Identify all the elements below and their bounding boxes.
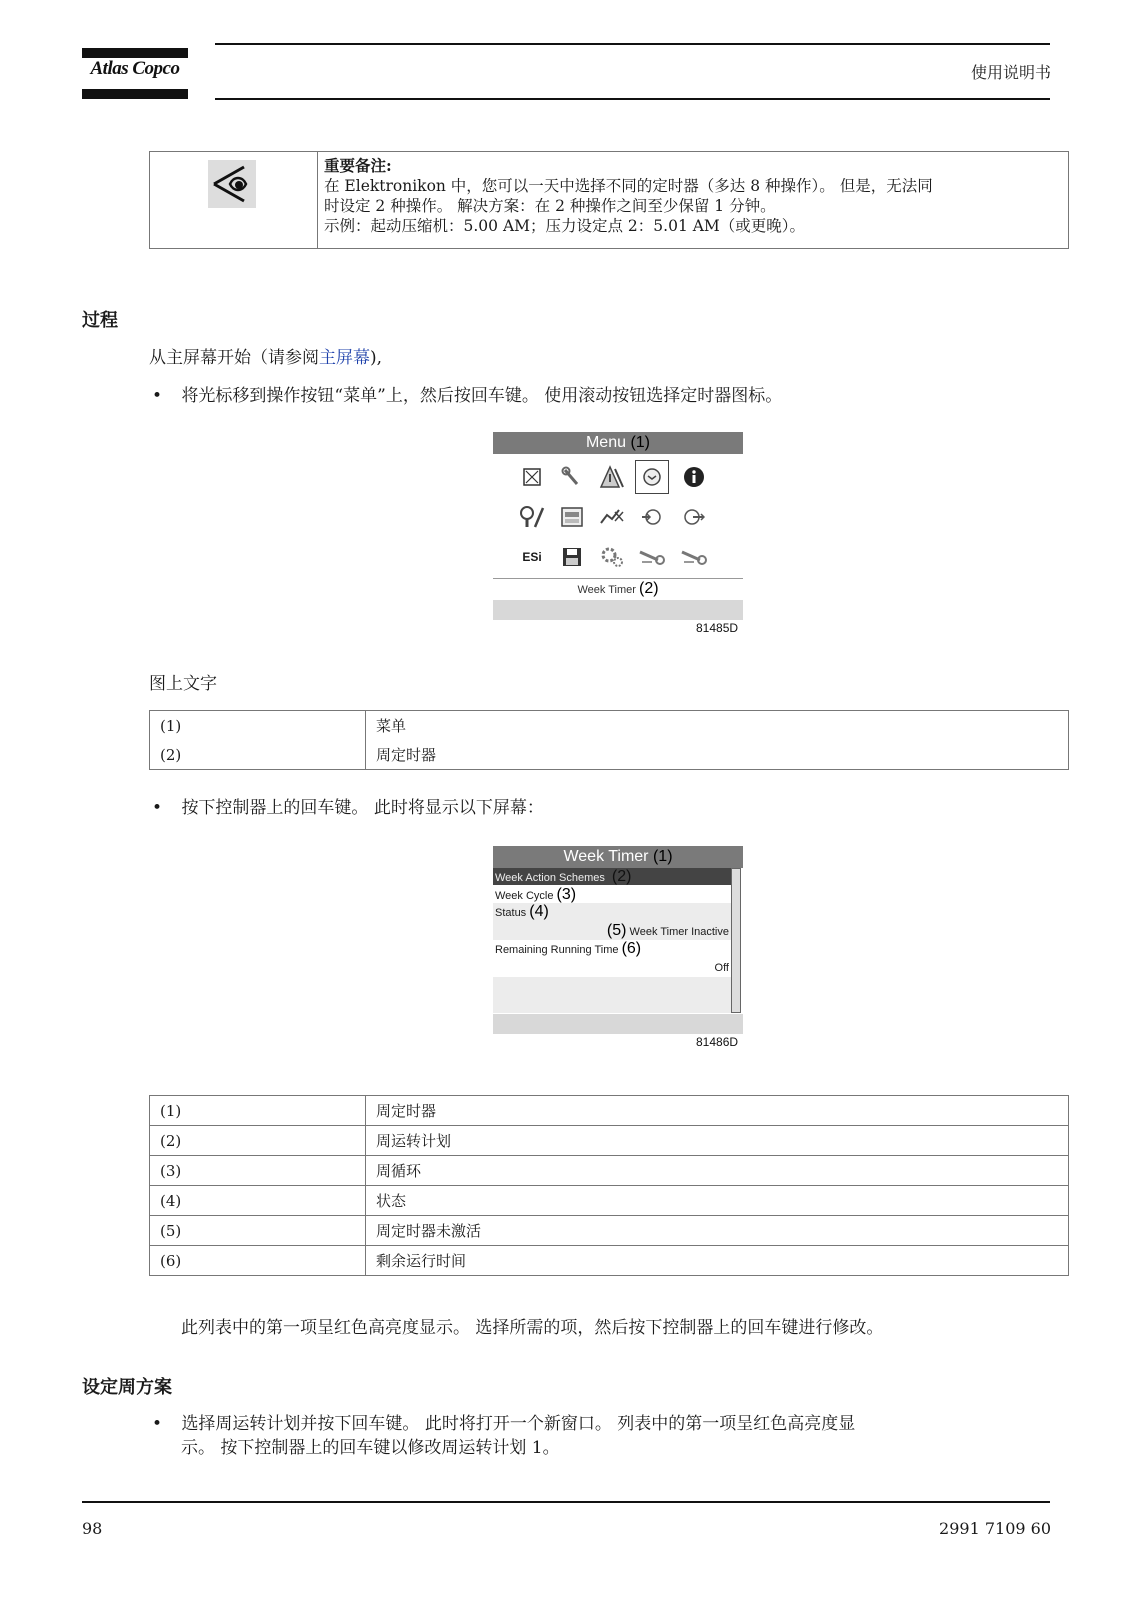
legend-ref: (1) — [150, 1096, 366, 1126]
list-item[interactable] — [493, 940, 731, 977]
figure-id-menu: 81485D — [696, 621, 739, 635]
legend-ref: (1) — [150, 711, 366, 741]
legend-table-menu — [149, 710, 1069, 770]
row-label: Status — [495, 907, 527, 919]
scrollbar[interactable] — [731, 868, 741, 1013]
graph-icon[interactable] — [517, 462, 547, 492]
note-divider — [317, 152, 318, 248]
legend-ref: (5) — [150, 1216, 366, 1246]
legend-text: 状态 — [366, 1186, 1069, 1216]
row-ann: (5) — [606, 922, 627, 939]
intro-paragraph — [149, 343, 382, 368]
document-title: 使用说明书 — [970, 63, 1051, 82]
brand-logo: Atlas Copco — [90, 58, 180, 79]
legend-ref: (3) — [150, 1156, 366, 1186]
legend-ref: (2) — [150, 1126, 366, 1156]
after-table-paragraph: 此列表中的第一项呈红色高亮度显示。 选择所需的项，然后按下控制器上的回车键进行修改。 — [181, 1318, 884, 1338]
main-screen-link[interactable]: 主屏幕 — [319, 348, 370, 368]
menu-title-ann: (1) — [630, 434, 651, 451]
section-heading-week-scheme: 设定周方案 — [82, 1377, 172, 1398]
menu-screen-title-bar — [493, 432, 743, 454]
history-back-icon[interactable] — [637, 502, 667, 532]
note-line-2: 时设定 2 种操作。 解决方案：在 2 种操作之间至少保留 1 分钟。 — [324, 197, 776, 215]
timer-icon[interactable] — [635, 460, 669, 494]
week-timer-title-ann: (1) — [652, 848, 673, 865]
week-timer-title: Week Timer — [563, 848, 649, 865]
menu-status-text: Week Timer — [577, 584, 636, 596]
history-forward-icon[interactable] — [679, 502, 709, 532]
menu-footer-bar — [493, 600, 743, 620]
table-row — [150, 1126, 1069, 1156]
bullet-marker: • — [152, 798, 163, 818]
row-ann: (2) — [611, 868, 632, 885]
esi-icon[interactable]: ESi — [522, 550, 542, 564]
header-rule-bottom — [215, 98, 1050, 100]
table-row — [150, 1186, 1069, 1216]
trend-icon[interactable] — [597, 502, 627, 532]
document-number: 2991 7109 60 — [939, 1519, 1051, 1538]
intro-suffix: ), — [370, 348, 383, 368]
week-timer-screen — [493, 846, 743, 1034]
row-label: Remaining Running Time — [495, 944, 619, 956]
legend-text: 周循环 — [366, 1156, 1069, 1186]
note-line-3: 示例：起动压缩机：5.00 AM；压力设定点 2：5.01 AM（或更晚）。 — [324, 217, 806, 235]
table-row — [150, 1216, 1069, 1246]
menu-title: Menu — [585, 434, 626, 451]
key-icon-1[interactable] — [637, 542, 667, 572]
legend-caption: 图上文字 — [149, 674, 217, 694]
section-heading-procedure: 过程 — [82, 310, 118, 331]
bullet-item-1 — [152, 381, 782, 406]
counter-icon[interactable] — [557, 502, 587, 532]
bullet-text-2: 按下控制器上的回车键。 此时将显示以下屏幕： — [181, 798, 544, 818]
note-line-1: 在 Elektronikon 中，您可以一天中选择不同的定时器（多达 8 种操作）。 但是，无法同 — [324, 177, 933, 195]
figure-id-week-timer: 81486D — [696, 1035, 739, 1049]
legend-ref: (4) — [150, 1186, 366, 1216]
legend-text: 周定时器未激活 — [366, 1216, 1069, 1246]
list-empty-area — [493, 977, 731, 1013]
week-timer-footer-bar — [493, 1014, 743, 1034]
legend-text: 周定时器 — [366, 740, 1069, 770]
save-icon[interactable] — [557, 542, 587, 572]
week-timer-title-bar — [493, 846, 743, 868]
legend-text: 菜单 — [366, 711, 1069, 741]
bullet-item-3 — [152, 1409, 855, 1434]
menu-status-ann: (2) — [638, 580, 659, 597]
important-note-box — [149, 151, 1069, 249]
page-number: 98 — [82, 1519, 103, 1538]
legend-ref: (2) — [150, 740, 366, 770]
row-label: Week Action Schemes — [495, 872, 605, 884]
menu-screen — [493, 432, 743, 620]
eye-warning-icon — [208, 160, 256, 208]
settings-gear-icon[interactable] — [597, 542, 627, 572]
bullet-text-3a: 选择周运转计划并按下回车键。 此时将打开一个新窗口。 列表中的第一项呈红色高亮度显 — [181, 1414, 856, 1434]
bullet-text-1: 将光标移到操作按钮“菜单”上，然后按回车键。 使用滚动按钮选择定时器图标。 — [181, 386, 783, 406]
table-row — [150, 740, 1069, 770]
footer-rule — [82, 1501, 1050, 1503]
menu-status-line — [493, 580, 743, 598]
row-ann: (3) — [556, 886, 577, 903]
intro-prefix: 从主屏幕开始（请参阅 — [149, 348, 319, 368]
legend-table-week-timer — [149, 1095, 1069, 1276]
table-row — [150, 1156, 1069, 1186]
note-heading: 重要备注: — [324, 156, 392, 175]
table-row — [150, 711, 1069, 741]
row-value: Week Timer Inactive — [629, 926, 729, 938]
row-ann: (6) — [621, 940, 642, 957]
logo-bar-top — [82, 48, 188, 58]
table-row — [150, 1246, 1069, 1276]
info-icon[interactable] — [679, 462, 709, 492]
logo-bar-bottom — [82, 89, 188, 99]
row-ann: (4) — [529, 903, 549, 920]
warning-icon[interactable] — [597, 462, 627, 492]
note-text — [324, 156, 1064, 236]
bullet-marker: • — [152, 386, 163, 406]
list-item[interactable] — [493, 903, 731, 940]
key-icon-2[interactable] — [679, 542, 709, 572]
wrench-icon[interactable] — [557, 462, 587, 492]
bullet-marker: • — [152, 1414, 163, 1434]
header-rule-top — [215, 43, 1050, 45]
menu-status-divider — [493, 578, 743, 579]
row-label: Week Cycle — [495, 890, 554, 902]
row-value: Off — [714, 962, 729, 974]
list-item[interactable] — [493, 885, 731, 903]
legend-text: 周运转计划 — [366, 1126, 1069, 1156]
table-row — [150, 1096, 1069, 1126]
service-tools-icon[interactable] — [517, 502, 547, 532]
legend-ref: (6) — [150, 1246, 366, 1276]
bullet-item-2 — [152, 793, 544, 818]
legend-text: 周定时器 — [366, 1096, 1069, 1126]
list-item-selected[interactable] — [493, 868, 731, 885]
bullet-text-3b: 示。 按下控制器上的回车键以修改周运转计划 1。 — [181, 1438, 560, 1458]
legend-text: 剩余运行时间 — [366, 1246, 1069, 1276]
